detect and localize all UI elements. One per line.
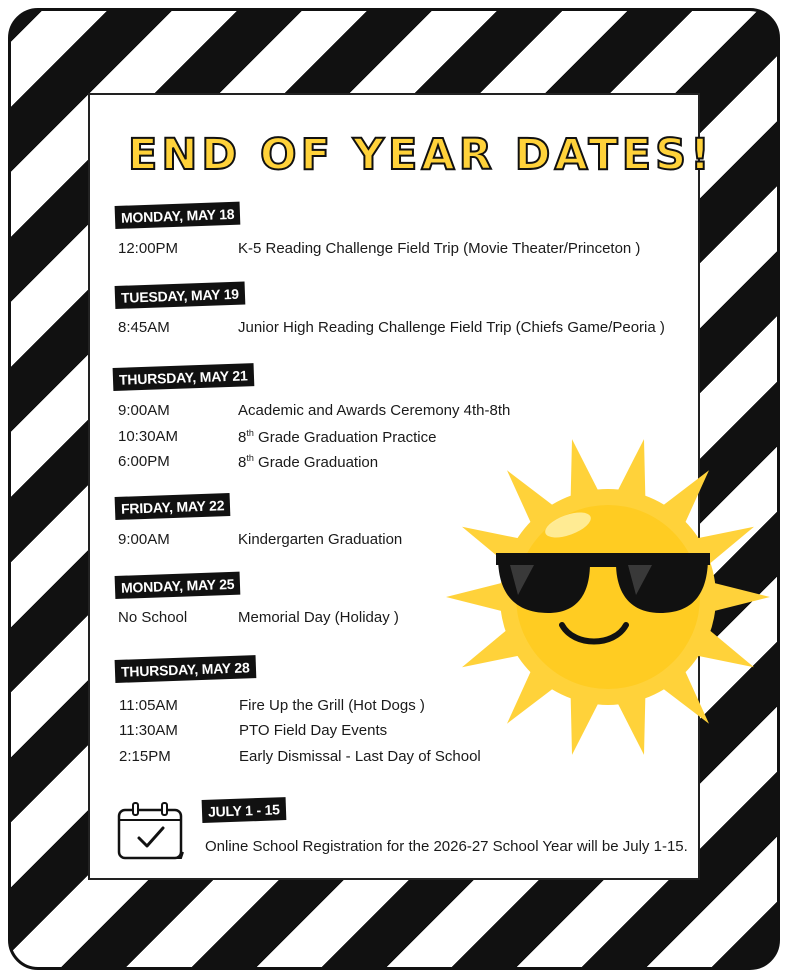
event-desc: K-5 Reading Challenge Field Trip (Movie Theater/Princeton ) — [238, 240, 641, 257]
day-tag-may-25: MONDAY, MAY 25 — [115, 572, 241, 599]
event-time: 9:00AM — [118, 531, 170, 548]
sun-sunglasses-icon — [438, 425, 776, 763]
event-desc: Memorial Day (Holiday ) — [238, 609, 399, 626]
event-time: 6:00PM — [118, 453, 170, 470]
registration-note: Online School Registration for the 2026-27 School Year will be July 1-15. — [205, 838, 688, 855]
sun-ray — [446, 581, 509, 613]
day-tag-may-22: FRIDAY, MAY 22 — [115, 493, 231, 520]
event-time: 9:00AM — [118, 402, 170, 419]
event-desc: 8th Grade Graduation Practice — [238, 428, 437, 446]
event-time: 2:15PM — [119, 748, 171, 765]
event-desc: Kindergarten Graduation — [238, 531, 403, 548]
event-time: 11:30AM — [119, 722, 178, 739]
calendar-check-icon — [115, 800, 187, 862]
event-time: 8:45AM — [118, 319, 170, 336]
day-tag-may-28: THURSDAY, MAY 28 — [115, 655, 256, 683]
event-time: No School — [118, 609, 188, 626]
event-desc: Early Dismissal - Last Day of School — [239, 748, 481, 765]
event-desc: PTO Field Day Events — [239, 722, 388, 739]
event-time: 10:30AM — [118, 428, 179, 445]
day-tag-may-21: THURSDAY, MAY 21 — [113, 363, 254, 391]
day-tag-may-19: TUESDAY, MAY 19 — [115, 281, 246, 309]
sun-ray — [707, 581, 770, 613]
registration-tag: JULY 1 - 15 — [202, 797, 287, 823]
event-desc: 8th Grade Graduation — [238, 453, 379, 471]
event-desc: Fire Up the Grill (Hot Dogs ) — [239, 697, 425, 714]
event-desc: Academic and Awards Ceremony 4th-8th — [238, 402, 511, 419]
page-title: END OF YEAR DATES! — [128, 130, 714, 180]
event-time: 11:05AM — [119, 697, 178, 714]
event-desc: Junior High Reading Challenge Field Trip (Chiefs Game/Peoria ) — [238, 319, 665, 336]
event-time: 12:00PM — [118, 240, 179, 257]
day-tag-may-18: MONDAY, MAY 18 — [115, 202, 241, 229]
